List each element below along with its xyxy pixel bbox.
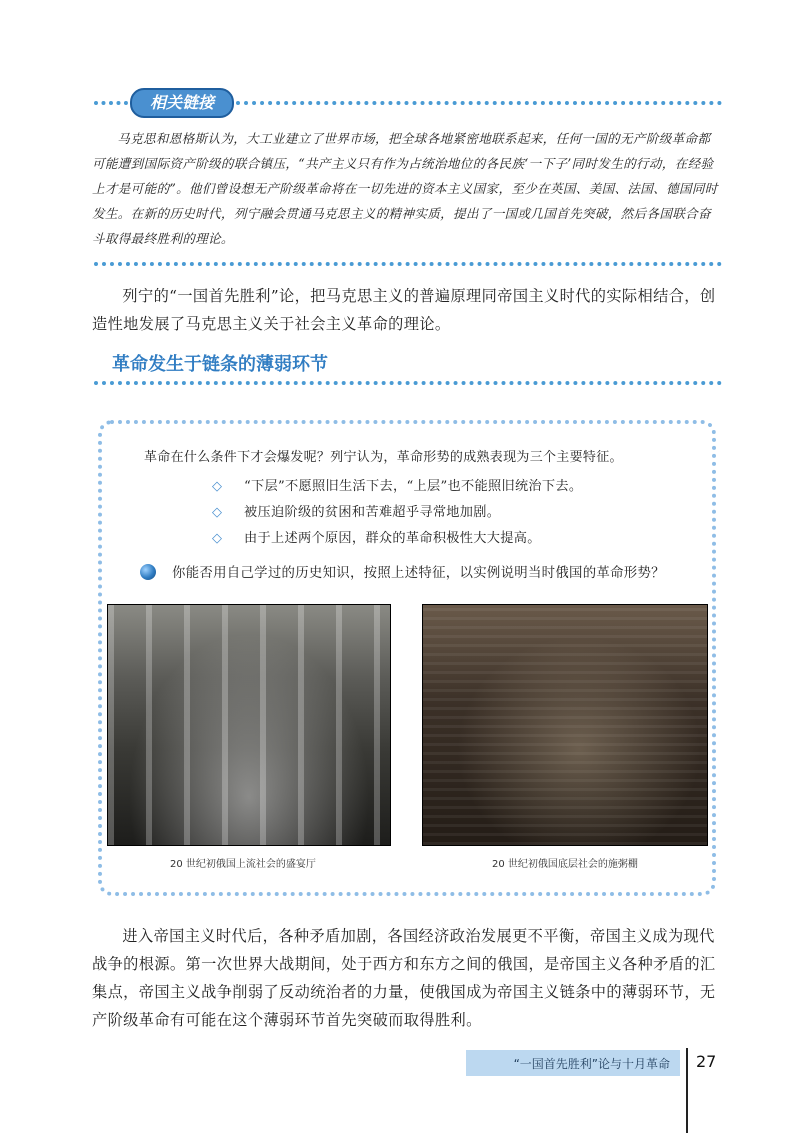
chapter-footer-bar bbox=[466, 1050, 680, 1076]
list-item: ◇ 被压迫阶级的贫困和苦难超乎寻常地加剧。 bbox=[212, 500, 582, 526]
diamond-bullet-icon: ◇ bbox=[212, 531, 223, 546]
section-title-dots bbox=[94, 381, 722, 385]
soup-kitchen-photo bbox=[422, 604, 708, 846]
page-number: 27 bbox=[696, 1052, 717, 1071]
question-text: 你能否用自己学过的历史知识，按照上述特征，以实例说明当时俄国的革命形势？ bbox=[172, 566, 665, 581]
list-item: ◇ “下层”不愿照旧生活下去，“上层”也不能照旧统治下去。 bbox=[212, 474, 582, 500]
related-links-text: 马克思和恩格斯认为，大工业建立了世界市场，把全球各地紧密地联系起来，任何一国的无产阶级革命都可能遭到国际资产阶级的联合镇压，“共产主义只有作为占统治地位的各民族‘一下子’同时发生的行动，在经验上才是可能的”。他们曾设想无产阶级革命将在一切先进的资本主义国家，至少在英国、美国、法国、德国同时发生。在新的历史时代，列宁融会贯通马克思主义的精神实质，提出了一国或几国首先突破，然后各国联合奋斗取得最终胜利的理论。 bbox=[92, 131, 718, 246]
banquet-hall-caption: 20 世纪初俄国上流社会的盛宴厅 bbox=[170, 859, 316, 870]
activity-intro: 革命在什么条件下才会爆发呢？列宁认为，革命形势的成熟表现为三个主要特征。 bbox=[144, 450, 623, 465]
footer-divider bbox=[686, 1048, 688, 1133]
diamond-bullet-icon: ◇ bbox=[212, 505, 223, 520]
paragraph-lenin-theory: 列宁的“一国首先胜利”论，把马克思主义的普遍原理同帝国主义时代的实际相结合，创造性地发展了马克思主义关于社会主义革命的理论。 bbox=[92, 287, 716, 333]
link-box-top-dots-right bbox=[236, 101, 722, 105]
paragraph-weak-link: 进入帝国主义时代后，各种矛盾加剧，各国经济政治发展更不平衡，帝国主义成为现代战争的根源。第一次世界大战期间，处于西方和东方之间的俄国，是帝国主义各种矛盾的汇集点，帝国主义战争削弱了反动统治者的力量，使俄国成为帝国主义链条中的薄弱环节，无产阶级革命有可能在这个薄弱环节首先突破而取得胜利。 bbox=[92, 927, 716, 1029]
question-prompt bbox=[140, 562, 665, 581]
question-bullet-icon bbox=[140, 564, 156, 580]
banquet-hall-photo bbox=[107, 604, 391, 846]
section-title: 革命发生于链条的薄弱环节 bbox=[112, 354, 328, 375]
diamond-bullet-icon: ◇ bbox=[212, 479, 223, 494]
feature-list bbox=[212, 474, 582, 552]
list-item: ◇ 由于上述两个原因，群众的革命积极性大大提高。 bbox=[212, 526, 582, 552]
related-links-tab: 相关链接 bbox=[130, 88, 234, 118]
link-box-bottom-dots bbox=[94, 262, 722, 266]
link-box-top-dots-left bbox=[94, 101, 128, 105]
chapter-title: “一国首先胜利”论与十月革命 bbox=[513, 1056, 670, 1071]
soup-kitchen-caption: 20 世纪初俄国底层社会的施粥棚 bbox=[492, 859, 638, 870]
